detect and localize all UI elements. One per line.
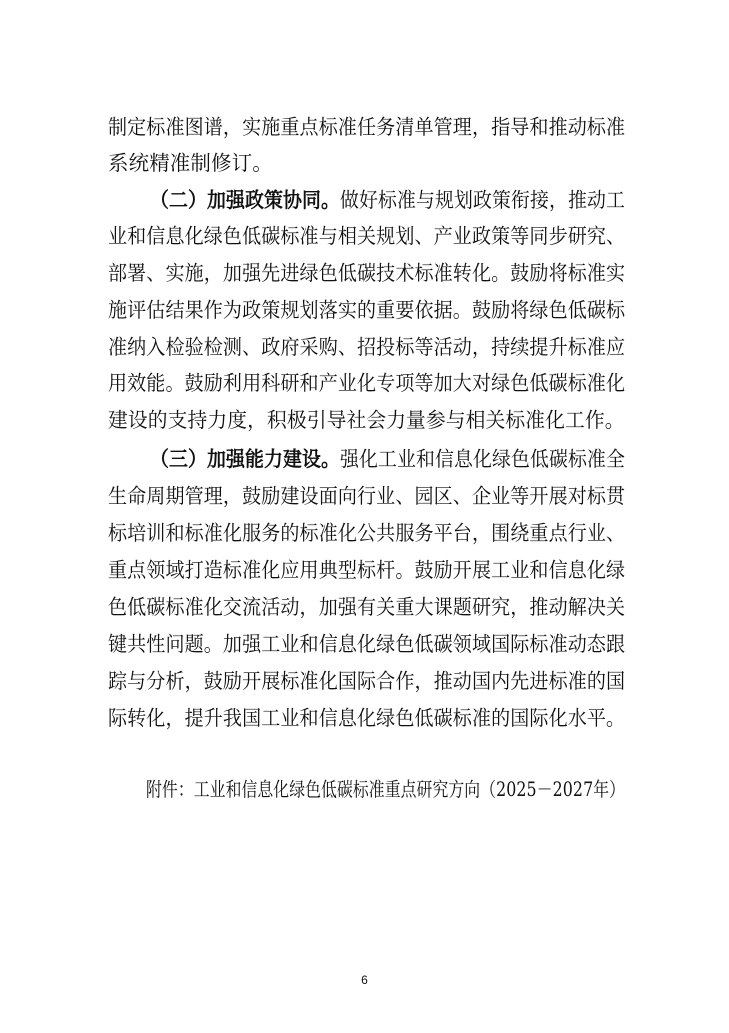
paragraph-line: 键共性问题。加强工业和信息化绿色低碳领域国际标准动态跟 <box>108 632 626 656</box>
paragraph-line: 部署、实施，加强先进绿色低碳技术标准转化。鼓励将标准实 <box>108 261 626 285</box>
paragraph-line: 系统精准制修订。 <box>108 151 273 175</box>
section-2-first-line <box>150 187 625 213</box>
attachment-reference: 附件：工业和信息化绿色低碳标准重点研究方向（2025－2027年） <box>146 778 626 801</box>
section-3-heading: （三）加强能力建设。 <box>150 447 340 471</box>
paragraph-line: 准纳入检验检测、政府采购、招投标等活动，持续提升标准应 <box>108 335 626 359</box>
page-number: 6 <box>361 973 368 987</box>
paragraph-line: 标培训和标准化服务的标准化公共服务平台，围绕重点行业、 <box>108 521 626 545</box>
paragraph-line: 建设的支持力度，积极引导社会力量参与相关标准化工作。 <box>108 408 625 432</box>
paragraph-line: 踪与分析，鼓励开展标准化国际合作，推动国内先进标准的国 <box>108 669 626 693</box>
section-2-line-rest: 做好标准与规划政策衔接，推动工 <box>339 188 625 212</box>
paragraph-line: 色低碳标准化交流活动，加强有关重大课题研究，推动解决关 <box>108 595 626 619</box>
paragraph-line: 制定标准图谱，实施重点标准任务清单管理，指导和推动标准 <box>108 115 626 139</box>
paragraph-line: 际转化，提升我国工业和信息化绿色低碳标准的国际化水平。 <box>108 706 626 730</box>
paragraph-line: 用效能。鼓励利用科研和产业化专项等加大对绿色低碳标准化 <box>108 371 626 395</box>
paragraph-line: 重点领域打造标准化应用典型标杆。鼓励开展工业和信息化绿 <box>108 558 626 582</box>
paragraph-line: 业和信息化绿色低碳标准与相关规划、产业政策等同步研究、 <box>108 224 626 248</box>
section-3-line-rest: 强化工业和信息化绿色低碳标准全 <box>339 447 625 471</box>
section-2-heading: （二）加强政策协同。 <box>150 188 340 212</box>
paragraph-line: 生命周期管理，鼓励建设面向行业、园区、企业等开展对标贯 <box>108 484 626 508</box>
paragraph-line: 施评估结果作为政策规划落实的重要依据。鼓励将绿色低碳标 <box>108 298 626 322</box>
section-3-first-line <box>150 446 625 472</box>
